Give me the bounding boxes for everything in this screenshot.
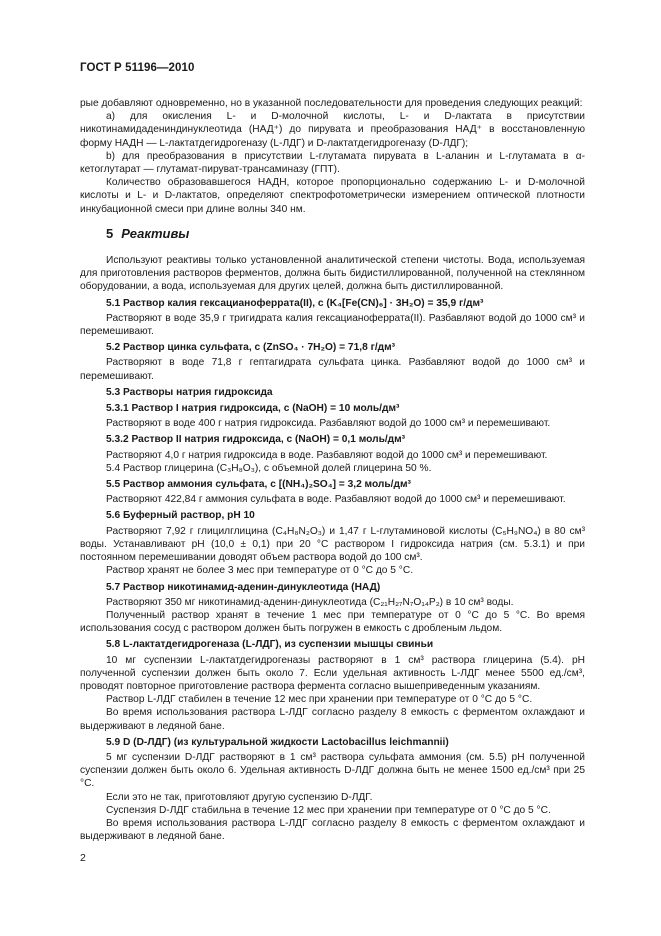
document-header: ГОСТ Р 51196—2010 — [80, 62, 195, 74]
intro-paragraph-nadh: Количество образовавшегося НАДН, которое пропорционально содержанию L- и D-молочной кислоты и L- и D-лактатов, определяют спектрофотометрически измерением оптической плотности инкубационной смеси при длине волны 340 нм. — [80, 177, 585, 215]
subsection-5-9-text: 5 мг суспензии D-ЛДГ растворяют в 1 см³ раствора сульфата аммония (см. 5.5) pH полученной суспензии должен быть около 6. Удельная активность D-ЛДГ должна быть не менее 1500 ед./см³ при 25 °C. — [80, 751, 585, 790]
subsection-5-6-text: Растворяют 7,92 г глицилглицина (C₄H₈N₂O₃) и 1,47 г L-глутаминовой кислоты (C₅H₉NO₄) в 80 см³ воды. Устанавливают pH (10,0 ± 0,1) при 20 °C раствором I гидроксида натрия (см. 5.3.1) и при постоянном перемешивании доводят объем раствора водой до 100 см³. — [80, 525, 585, 564]
subsection-5-7-text: Растворяют 350 мг никотинамид-аденин-динуклеотида (C₂₁H₂₇N₇O₁₄P₂) в 10 см³ воды. — [106, 596, 514, 608]
intro-paragraph: рые добавляют одновременно, но в указанной последовательности для проведения следующих реакций: — [80, 98, 583, 109]
subsection-5-1-heading: 5.1 Раствор калия гексацианоферрата(II), c (K₄[Fe(CN)₆] · 3H₂O) = 35,9 г/дм³ — [106, 297, 484, 309]
page-body — [80, 97, 585, 843]
subsection-5-3-heading: 5.3 Растворы натрия гидроксида — [106, 386, 273, 398]
page-number: 2 — [80, 852, 86, 864]
subsection-5-9-alternative: Если это не так, приготовляют другую суспензию D-ЛДГ. — [106, 791, 373, 803]
subsection-5-8-text: 10 мг суспензии L-лактатдегидрогеназы растворяют в 1 см³ раствора глицерина (5.4). pH полученной суспензии должен быть около 7. Если удельная активность L-ЛДГ менее 5500 ед./см³, проводят повторное приготовление раствора фермента согласно вышеприведенным указаниям. — [80, 654, 585, 692]
subsection-5-8-heading: 5.8 L-лактатдегидрогеназа (L-ЛДГ), из суспензии мышцы свиньи — [106, 639, 434, 651]
subsection-5-5-heading: 5.5 Раствор аммония сульфата, c [(NH₄)₂SO₄] = 3,2 моль/дм³ — [106, 479, 411, 491]
intro-item-a: a) для окисления L- и D-молочной кислоты, L- и D-лактата в присутствии никотинамидадениндинуклеотида (НАД⁺) до пирувата и преобразования НАД⁺ в восстановленную форму НАДН — L-лактатдегидрогеназу (L-ЛДГ) и D-лактатдегидрогеназу (D-ЛДГ); — [80, 111, 585, 149]
subsection-5-3-1-heading: 5.3.1 Раствор I натрия гидроксида, c (NaOH) = 10 моль/дм³ — [106, 403, 400, 415]
subsection-5-6-storage: Раствор хранят не более 3 мес при температуре от 0 °C до 5 °C. — [106, 565, 414, 577]
section-intro: Используют реактивы только установленной аналитической степени чистоты. Вода, используемая для приготовления растворов ферментов, должна быть бидистиллированной, полученной на стеклянном оборудовании, а вода, используемая для других целей, должна быть дистиллированной. — [80, 255, 585, 293]
subsection-5-1-text: Растворяют в воде 35,9 г тригидрата калия гексацианоферрата(II). Разбавляют водой до 1000 см³ и перемешивают. — [80, 312, 585, 338]
subsection-5-4-text: 5.4 Раствор глицерина (C₃H₈O₃), с объемной долей глицерина 50 %. — [106, 462, 432, 474]
subsection-5-3-2-heading: 5.3.2 Раствор II натрия гидроксида, c (NaOH) = 0,1 моль/дм³ — [106, 434, 406, 446]
subsection-5-9-heading: 5.9 D (D-ЛДГ) (из культуральной жидкости Lactobacillus leichmannii) — [106, 736, 449, 748]
section-number: 5 — [106, 225, 114, 241]
subsection-5-7-storage: Полученный раствор хранят в течение 1 мес при температуре от 0 °C до 5 °C. Во время использования сосуд с раствором должен быть погружен в емкость с дробленым льдом. — [80, 609, 585, 635]
subsection-5-7-heading: 5.7 Раствор никотинамид-аденин-динуклеотида (НАД) — [106, 581, 381, 593]
subsection-5-8-usage: Во время использования раствора L-ЛДГ согласно разделу 8 емкость с ферментом охлаждают и выдерживают в ледяной бане. — [80, 707, 585, 732]
subsection-5-9-stability: Суспензия D-ЛДГ стабильна в течение 12 мес при хранении при температуре от 0 °C до 5 °C. — [106, 804, 551, 816]
subsection-5-5-text: Растворяют 422,84 г аммония сульфата в воде. Разбавляют водой до 1000 см³ и перемешивают. — [106, 494, 566, 506]
section-heading — [106, 227, 585, 240]
subsection-5-6-heading: 5.6 Буферный раствор, pH 10 — [106, 510, 255, 522]
subsection-5-8-stability: Раствор L-ЛДГ стабилен в течение 12 мес при хранении при температуре от 0 °C до 5 °C. — [106, 694, 533, 706]
subsection-5-2-heading: 5.2 Раствор цинка сульфата, c (ZnSO₄ · 7H₂O) = 71,8 г/дм³ — [106, 342, 396, 354]
intro-item-b: b) для преобразования в присутствии L-глутамата пирувата в L-аланин и L-глутамата в α-кетоглутарат — глутамат-пируват-трансаминазу (ГПТ). — [80, 150, 585, 176]
subsection-5-2-text: Растворяют в воде 71,8 г гептагидрата сульфата цинка. Разбавляют водой до 1000 см³ и перемешивают. — [80, 357, 585, 382]
subsection-5-3-1-text: Растворяют в воде 400 г натрия гидроксида. Разбавляют водой до 1000 см³ и перемешивают. — [106, 418, 551, 430]
subsection-5-9-usage: Во время использования раствора L-ЛДГ согласно разделу 8 емкость с ферментом охлаждают и выдерживают в ледяной бане. — [80, 817, 585, 843]
subsection-5-3-2-text: Растворяют 4,0 г натрия гидроксида в воде. Разбавляют водой до 1000 см³ и перемешивают. — [106, 449, 548, 461]
section-title: Реактивы — [121, 225, 190, 241]
